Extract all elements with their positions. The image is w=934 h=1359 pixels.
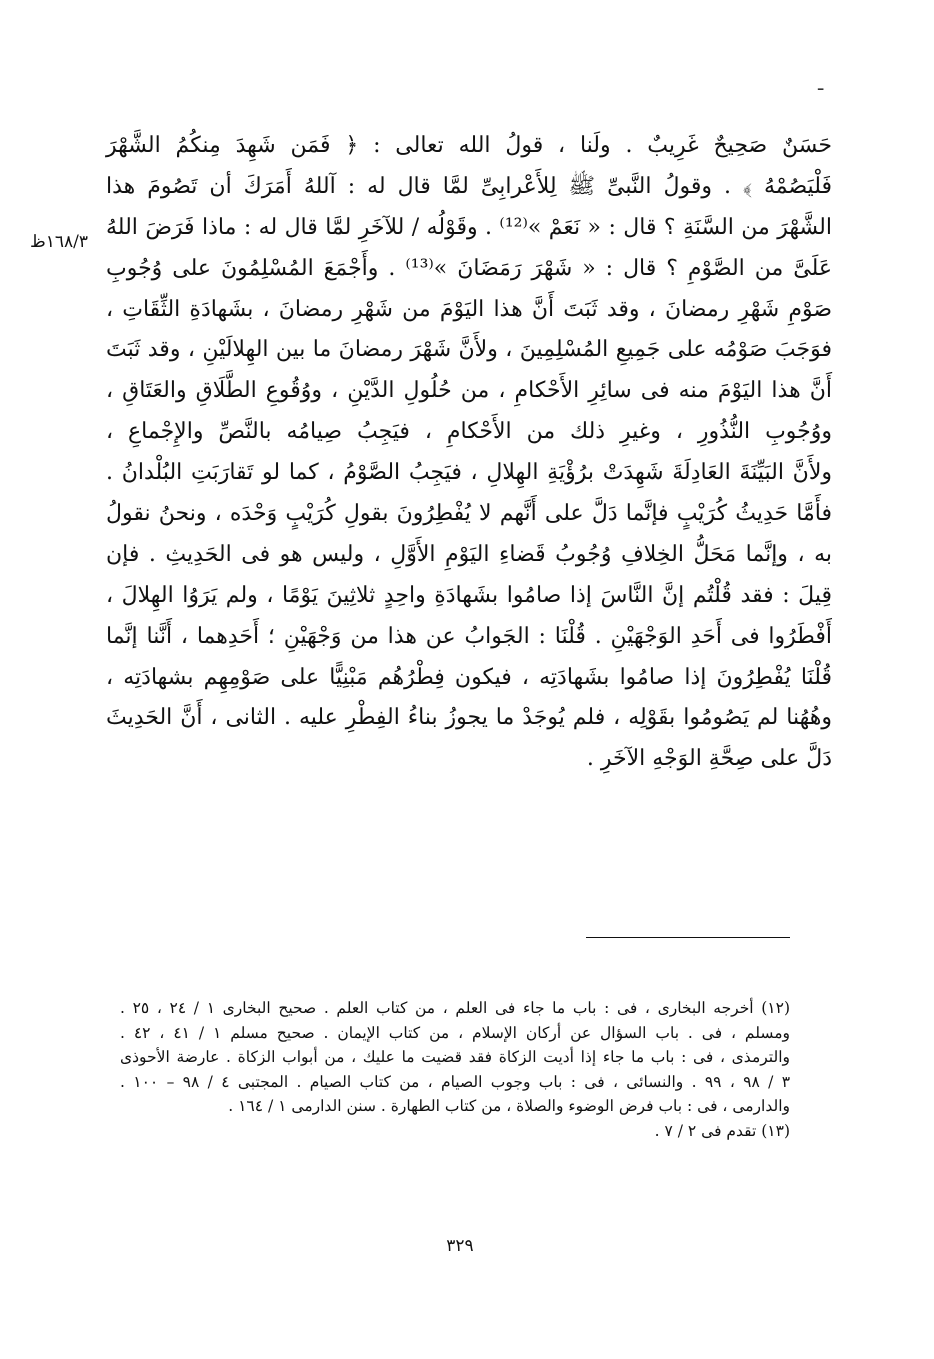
main-text [106,126,832,780]
page-number: ٣٢٩ [446,1236,474,1256]
body-line: أَنَّ هذا اليَوْمَ منه فى سائِرِ الأَحْكامِ ، من حُلُولِ الدَّيْنِ ، ووُقُوعِ الطَّلَاقِ والعَتَاقِ ، [106,378,832,404]
body-line: قُلْنَا يُفْطِرُونَ إذا صامُوا بشَهادَتِه ، فيكون فِطْرُهُم مَبْنِيًّا على صَوْمِهِم بشهادَتِه ، [106,664,832,690]
body-line: فأَمَّا حَدِيثُ كُرَيْبٍ فإنَّما دَلَّ على أَنَّهم لا يُفْطِرُونَ بقولِ كُرَيْبٍ وَحْدَه ، ونحنُ نقولُ [106,501,832,527]
body-line: أَفْطَرُوا فى أَحَدِ الوَجْهَيْنِ . قُلْنَا : الجَوابُ عن هذا من وَجْهَيْنِ ؛ أَحَدِهما ، أَنَّنا إنَّما [106,623,832,649]
body-line: فَلْيَصُمْهُ ﴾ . وقولُ النَّبىِّ ﷺ لِلأَعْرابِىِّ لمَّا قال له : آللهُ أَمَرَكَ أن تَصُومَ هذا [106,173,832,199]
body-line: الشَّهْرَ من السَّنَةِ ؟ قال : « نَعَمْ »⁽¹²⁾ . وقَوْلُه / للآخَرِ لمَّا قال له : ماذا فَرَضَ اللهُ [106,214,832,240]
body-line: حَسَنٌ صَحِيحٌ غَرِيبٌ . ولَنا ، قولُ الله تعالى : ﴿ فَمَن شَهِدَ مِنكُمُ الشَّهْرَ [106,133,832,158]
body-line: عَلَىَّ من الصَّوْمِ ؟ قال : « شَهْرَ رَمَضَانَ »⁽¹³⁾ . وأَجْمَعَ المُسْلِمُونَ على وُجُوبِ [106,255,832,281]
footnote-line: والدارمى ، فى : باب فرض الوضوء والصلاة ، من كتاب الطهارة . سنن الدارمى ١ / ١٦٤ . [228,1097,790,1116]
body-line: صَوْمِ شَهْرِ رمضانَ ، وقد ثَبَتَ أَنَّ هذا اليَوْمَ من شَهْرِ رمضانَ ، بشَهادَةِ الثِّقَاتِ ، [106,296,832,322]
margin-note: ١٦٨/٣ظ [30,232,88,252]
body-line: ولأَنَّ البَيِّنَةَ العَادِلَةَ شَهِدَتْ برُؤْيَةِ الهِلالِ ، فيَجِبُ الصَّوْمُ ، كما لو تَقارَبَتِ البُلْدانُ . [106,460,832,486]
corner-mark: ـ [818,74,824,95]
footnote-line: (١٣) تقدم فى ٢ / ٧ . [654,1121,790,1140]
body-line: ووُجُوبِ النُّذُورِ ، وغيرِ ذلك من الأَحْكامِ ، فيَجِبُ صِيامُه بالنَّصِّ والإِجْماعِ ، [106,419,832,445]
body-line: دَلَّ على صِحَّةِ الوَجْهِ الآخَرِ . [586,746,832,772]
body-line: به ، وإنَّما مَحَلُّ الخِلافِ وُجُوبُ قَضاءِ اليَوْمِ الأَوَّلِ ، وليس هو فى الحَدِيثِ . فإن [106,541,832,567]
body-line: فوَجَبَ صَوْمُه على جَمِيعِ المُسْلِمِينَ ، ولأَنَّ شَهْرَ رمضانَ ما بين الهِلالَيْنِ ، وقد ثَبَتَ [106,337,832,363]
footnote-separator [586,937,790,938]
footnotes [120,996,790,1144]
footnote-line: ومسلم ، فى . باب السؤال عن أركان الإسلام ، من كتاب الإيمان . صحيح مسلم ١ / ٤١ ، ٤٢ . [120,1023,790,1042]
footnote-line: (١٢) أخرجه البخارى ، فى : باب ما جاء فى العلم ، من كتاب العلم . صحيح البخارى ١ / ٢٤ ، ٢٥ . [120,999,791,1017]
body-line: وهُهُنا لم يَصُومُوا بقَوْلِه ، فلم يُوجَدْ ما يجوزُ بناءُ الفِطْرِ عليه . الثانى ، أَنَّ الحَدِيثَ [106,705,832,731]
footnote-line: والترمذى ، فى : باب ما جاء إذا أديت الزكاة فقد قضيت ما عليك ، من أبواب الزكاة . عارضة الأحوذى [120,1048,790,1067]
footnote-line: ٣ / ٩٨ ، ٩٩ . والنسائى ، فى : باب وجوب الصيام ، من كتاب الصيام . المجتبى ٤ / ٩٨ – ١٠٠ . [120,1072,791,1091]
body-line: قِيلَ : فقد قُلْتُم إنَّ النَّاسَ إذا صامُوا بشَهادَةِ واحِدٍ ثلاثِينَ يَوْمًا ، ولم يَرَوُا الهِلالَ ، [106,582,832,608]
